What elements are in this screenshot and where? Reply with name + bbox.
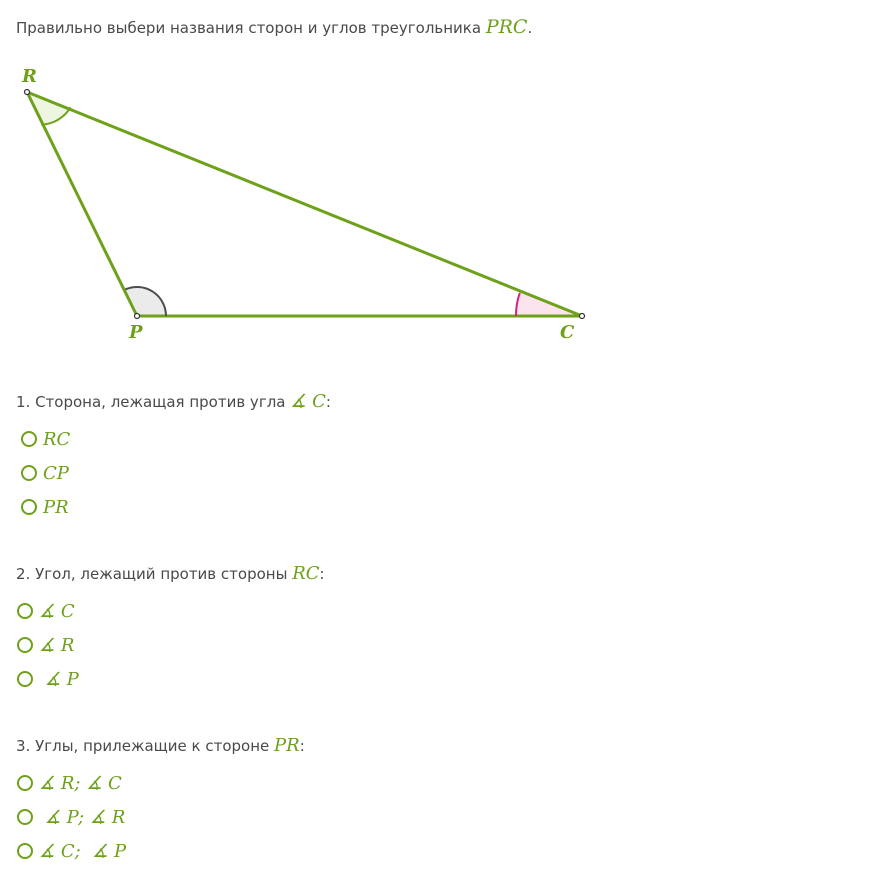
question-1-math: ∡ C — [290, 391, 326, 412]
option-label: ∡ P; ∡ R — [39, 806, 126, 828]
option-label: ∡ C; ∡ P — [39, 840, 127, 862]
question-3 — [16, 735, 305, 757]
option-label: ∡ C — [39, 600, 75, 622]
question-2 — [16, 563, 325, 585]
radio-button[interactable] — [17, 775, 33, 791]
question-1-text: 1. Сторона, лежащая против угла — [16, 393, 291, 411]
vertex-c-point — [580, 314, 585, 319]
question-3-text: 3. Углы, прилежащие к стороне — [16, 737, 275, 755]
question-1 — [16, 391, 331, 413]
radio-button[interactable] — [17, 671, 33, 687]
question-2-math: RC — [292, 563, 320, 584]
triangle-name: PRC — [485, 16, 528, 38]
option-label: ∡ P — [39, 668, 79, 690]
option-label: CP — [43, 462, 69, 484]
side-rc — [27, 92, 582, 316]
option-label: ∡ R; ∡ C — [39, 772, 122, 794]
radio-button[interactable] — [21, 431, 37, 447]
q1-option-3[interactable] — [21, 494, 69, 520]
q1-option-2[interactable] — [21, 460, 69, 486]
q2-option-1[interactable] — [17, 598, 75, 624]
vertex-r-point — [25, 90, 30, 95]
side-rp — [27, 92, 137, 316]
instruction-end: . — [527, 19, 533, 37]
radio-button[interactable] — [17, 843, 33, 859]
radio-button[interactable] — [21, 465, 37, 481]
option-label: PR — [43, 496, 69, 518]
radio-button[interactable] — [17, 637, 33, 653]
q3-option-2[interactable] — [17, 804, 125, 830]
instruction-text: Правильно выбери названия сторон и углов треугольника — [16, 19, 486, 37]
question-2-text: 2. Угол, лежащий против стороны — [16, 565, 293, 583]
triangle-diagram — [0, 55, 640, 355]
question-1-suffix: : — [325, 393, 331, 411]
q3-option-1[interactable] — [17, 770, 122, 796]
question-3-math: PR — [274, 735, 300, 756]
q3-option-3[interactable] — [17, 838, 126, 864]
vertex-c-label: C — [560, 322, 575, 343]
option-label: ∡ R — [39, 634, 75, 656]
option-label: RC — [43, 428, 71, 450]
q1-option-1[interactable] — [21, 426, 70, 452]
radio-button[interactable] — [17, 603, 33, 619]
question-3-suffix: : — [299, 737, 305, 755]
task-instruction — [16, 16, 532, 39]
vertex-p-point — [135, 314, 140, 319]
radio-button[interactable] — [17, 809, 33, 825]
q2-option-3[interactable] — [17, 666, 79, 692]
q2-option-2[interactable] — [17, 632, 74, 658]
vertex-r-label: R — [22, 66, 37, 87]
question-2-suffix: : — [319, 565, 325, 583]
radio-button[interactable] — [21, 499, 37, 515]
vertex-p-label: P — [129, 322, 143, 343]
